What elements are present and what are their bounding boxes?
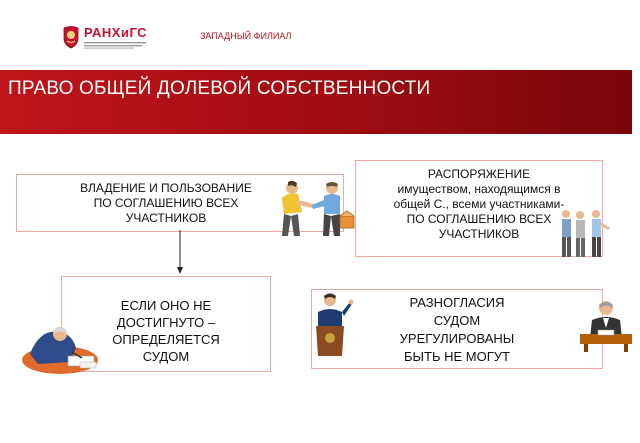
logo-wordmark: РАНХиГС bbox=[84, 25, 148, 40]
group-people-icon bbox=[556, 208, 614, 260]
box-court-determines-text: ЕСЛИ ОНО НЕ ДОСТИГНУТО – ОПРЕДЕЛЯЕТСЯ СУДОМ bbox=[112, 298, 220, 364]
speaker-podium-icon bbox=[310, 290, 356, 358]
judge-writing-icon bbox=[20, 318, 104, 380]
branch-label: ЗАПАДНЫЙ ФИЛИАЛ bbox=[200, 31, 292, 41]
handshake-people-icon bbox=[268, 178, 358, 240]
page-title: ПРАВО ОБЩЕЙ ДОЛЕВОЙ СОБСТВЕННОСТИ bbox=[8, 78, 431, 99]
logo-tagline bbox=[84, 41, 148, 49]
box-possession-use-text: ВЛАДЕНИЕ И ПОЛЬЗОВАНИЕ ПО СОГЛАШЕНИЮ ВСЕХ УЧАСТНИКОВ bbox=[80, 181, 252, 225]
university-emblem-icon bbox=[62, 25, 80, 49]
box-disagreements-text: РАЗНОГЛАСИЯ СУДОМ УРЕГУЛИРОВАНЫ БЫТЬ НЕ МОГУТ bbox=[399, 295, 515, 364]
ranepa-logo bbox=[62, 25, 152, 55]
box-disposal-text: РАСПОРЯЖЕНИЕ имуществом, находящимся в общей С., всеми участниками- ПО СОГЛАШЕНИЮ ВСЕХ УЧАСТНИКОВ bbox=[393, 167, 565, 241]
official-at-desk-icon bbox=[576, 298, 634, 352]
arrow-down-icon bbox=[174, 230, 186, 276]
